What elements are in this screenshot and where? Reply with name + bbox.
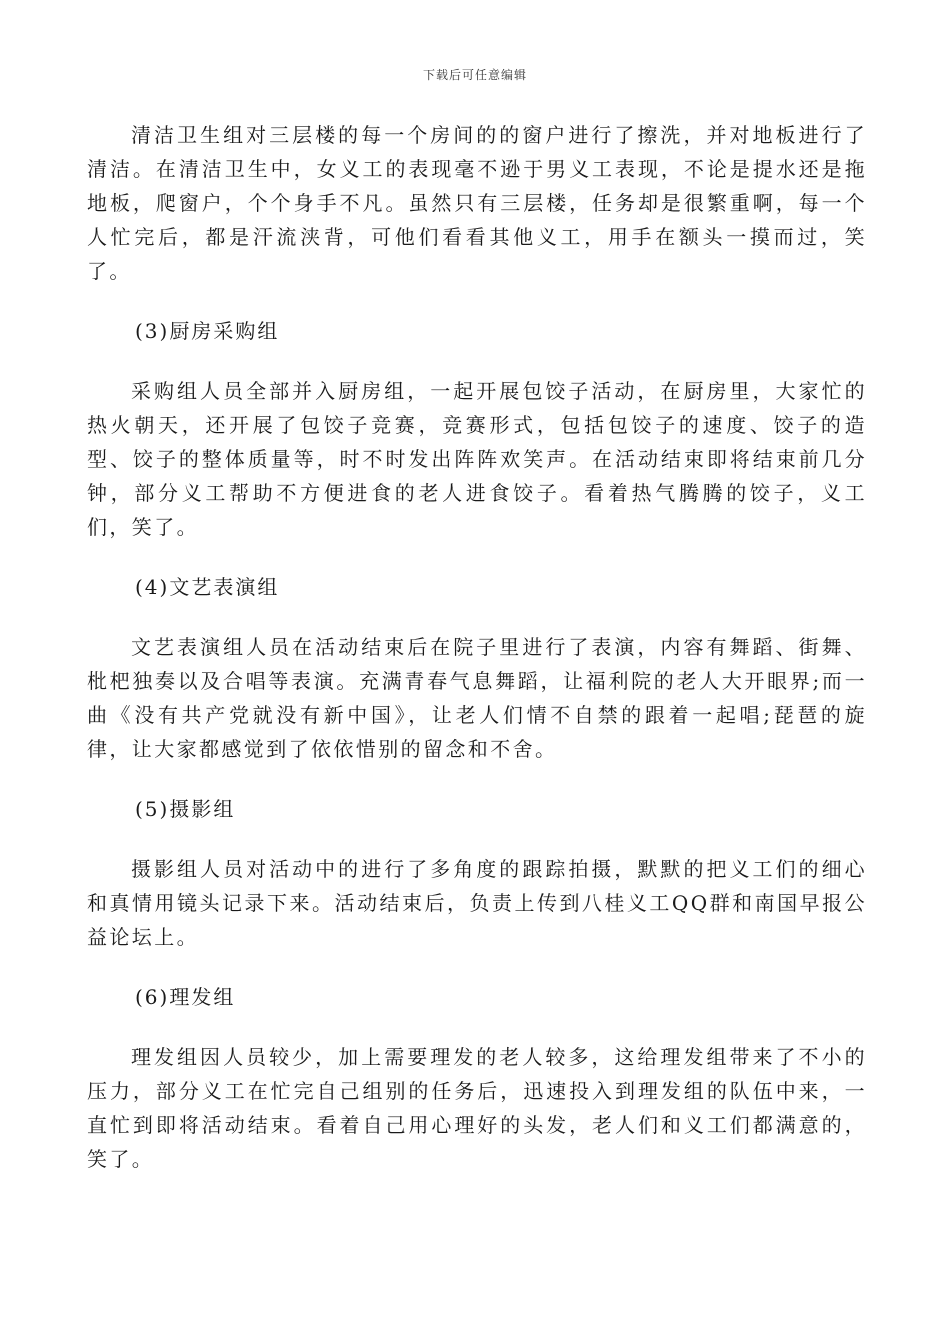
page-header-note: 下载后可任意编辑 [422,68,527,82]
paragraph-photography: 摄影组人员对活动中的进行了多角度的跟踪拍摄，默默的把义工们的细心和真情用镜头记录下来。活动结束后，负责上传到八桂义工QQ群和南国早报公益论坛上。 [87,857,867,949]
section-heading-photography: (5)摄影组 [135,797,236,821]
paragraph-kitchen-purchasing: 采购组人员全部并入厨房组，一起开展包饺子活动，在厨房里，大家忙的热火朝天，还开展了包饺子竞赛，竞赛形式，包括包饺子的速度、饺子的造型、饺子的整体质量等，时不时发出阵阵欢笑声。在活动结束即将结束前几分钟，部分义工帮助不方便进食的老人进食饺子。看着热气腾腾的饺子，义工们，笑了。 [87,379,867,539]
paragraph-performance: 文艺表演组人员在活动结束后在院子里进行了表演，内容有舞蹈、街舞、枇杷独奏以及合唱等表演。充满青春气息舞蹈，让福利院的老人大开眼界;而一曲《没有共产党就没有新中国》，让老人们情不自禁的跟着一起唱;琵琶的旋律，让大家都感觉到了依依惜别的留念和不舍。 [87,635,867,761]
section-heading-performance: (4)文艺表演组 [135,575,280,599]
paragraph-haircut: 理发组因人员较少，加上需要理发的老人较多，这给理发组带来了不小的压力，部分义工在忙完自己组别的任务后，迅速投入到理发组的队伍中来，一直忙到即将活动结束。看着自己用心理好的头发，老人们和义工们都满意的，笑了。 [87,1045,867,1171]
paragraph-cleaning-group: 清洁卫生组对三层楼的每一个房间的的窗户进行了擦洗，并对地板进行了清洁。在清洁卫生中，女义工的表现毫不逊于男义工表现，不论是提水还是拖地板，爬窗户，个个身手不凡。虽然只有三层楼，任务却是很繁重啊，每一个人忙完后，都是汗流浃背，可他们看看其他义工，用手在额头一摸而过，笑了。 [87,123,867,283]
document-body [87,118,867,1202]
section-heading-kitchen-purchasing: (3)厨房采购组 [135,319,280,343]
section-heading-haircut: (6)理发组 [135,985,236,1009]
